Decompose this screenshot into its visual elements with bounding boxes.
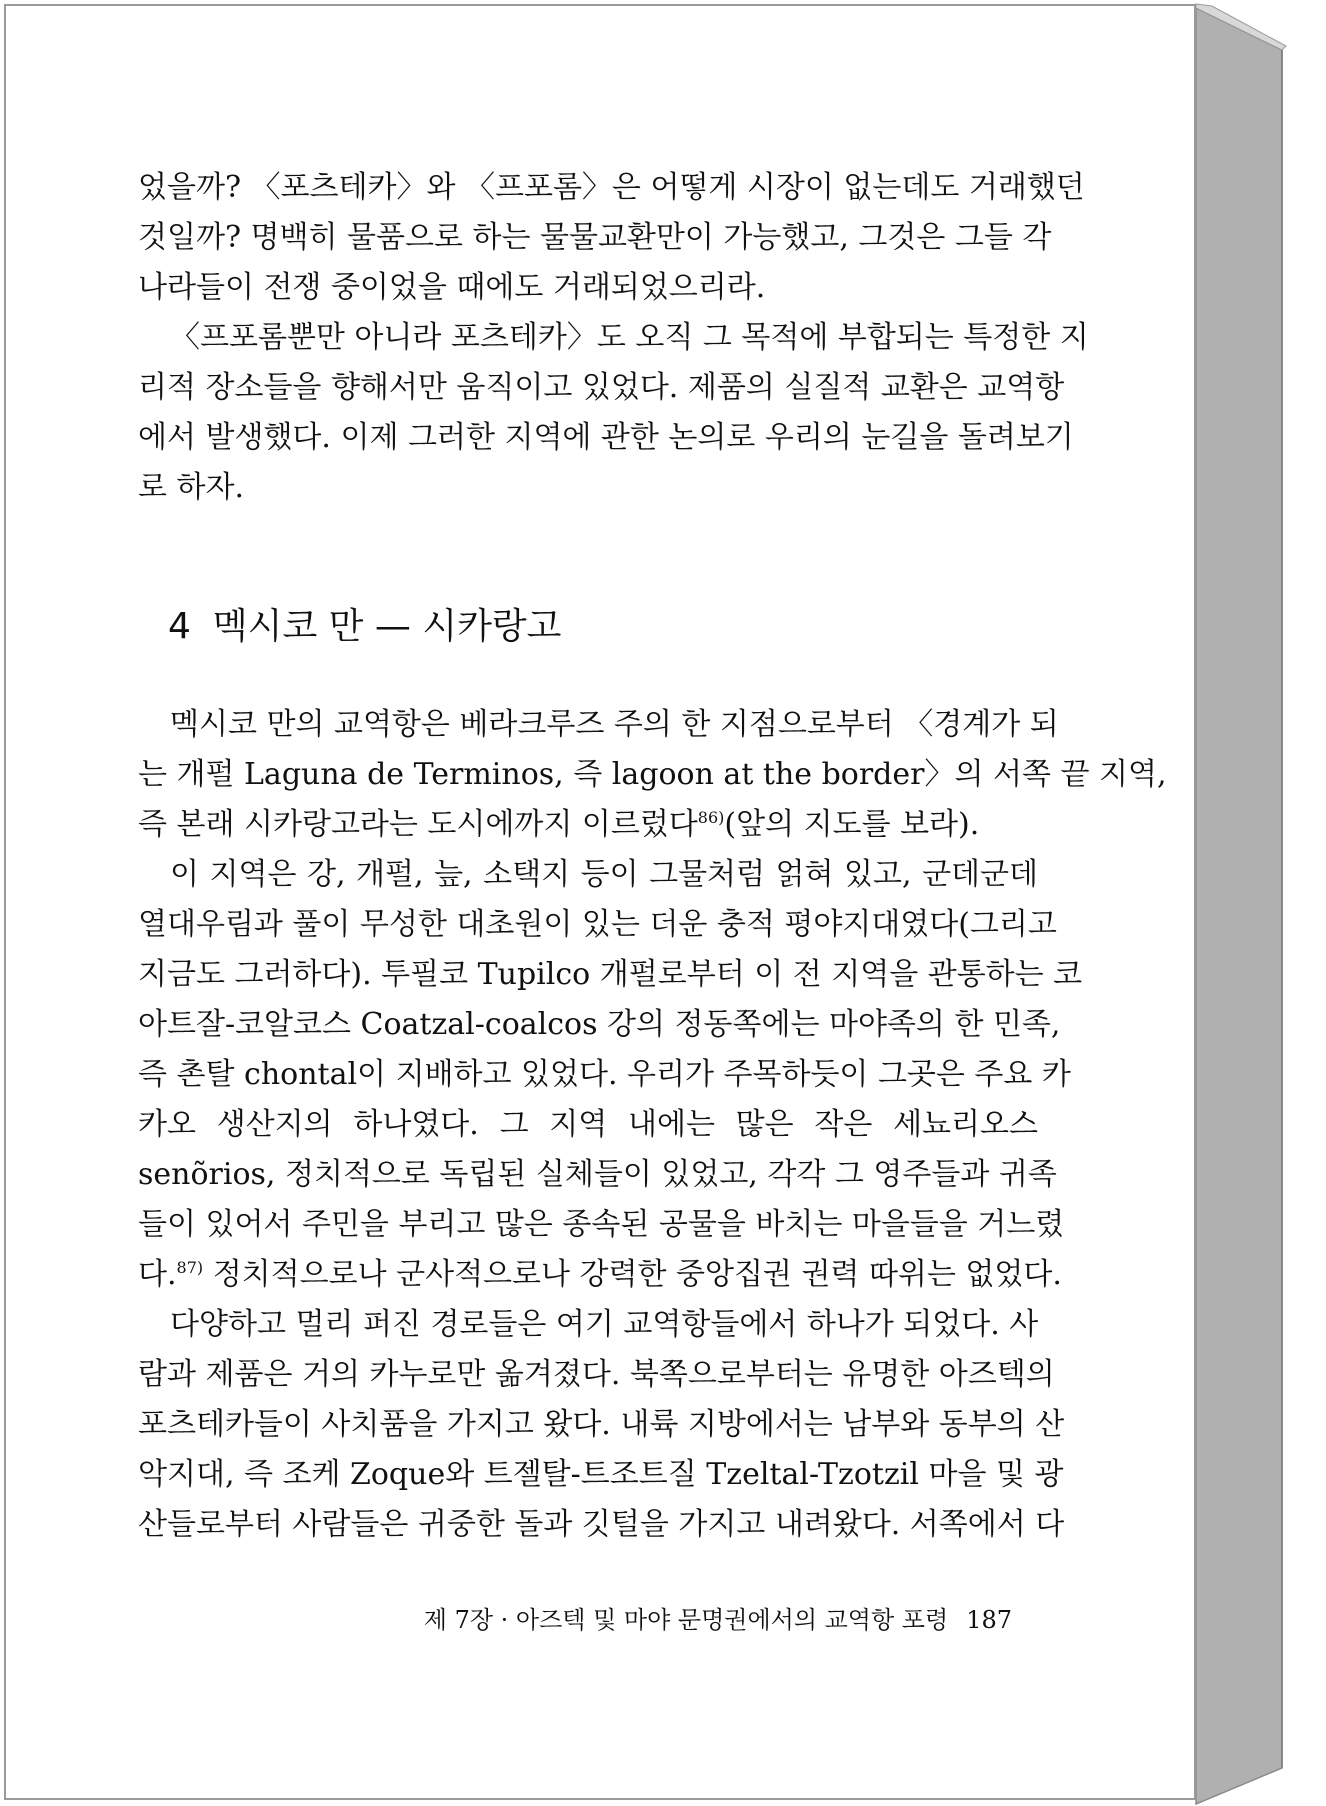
text-line: 었을까? 〈포츠테카〉와 〈프포롬〉은 어떻게 시장이 없는데도 거래했던 — [138, 170, 1085, 205]
text-line: 멕시코 만의 교역항은 베라크루즈 주의 한 지점으로부터 〈경계가 되 — [170, 707, 1059, 742]
text-run: 정치적으로나 군사적으로나 강력한 중앙집권 권력 따위는 없었다. — [212, 1257, 1062, 1292]
footnote-marker: 86) — [697, 808, 725, 827]
page-number: 187 — [966, 1606, 1012, 1634]
text-line: 열대우림과 풀이 무성한 대초원이 있는 더운 충적 평야지대였다(그리고 — [138, 907, 1057, 942]
text-line: 다양하고 멀리 퍼진 경로들은 여기 교역항들에서 하나가 되었다. 사 — [170, 1307, 1039, 1342]
text-line: 지금도 그러하다). 투필코 Tupilco 개펄로부터 이 전 지역을 관통하는 코 — [138, 957, 1083, 992]
text-line — [138, 800, 1038, 850]
text-run: 다. — [138, 1257, 177, 1292]
text-line: 카오 생산지의 하나였다. 그 지역 내에는 많은 작은 세뇨리오스 — [138, 1107, 1038, 1142]
text-line: 리적 장소들을 향해서만 움직이고 있었다. 제품의 실질적 교환은 교역항 — [138, 370, 1065, 405]
footnote-marker: 87) — [176, 1258, 204, 1277]
text-line: 것일까? 명백히 물품으로 하는 물물교환만이 가능했고, 그것은 그들 각 — [138, 220, 1052, 255]
text-line: 〈프포롬뿐만 아니라 포츠테카〉도 오직 그 목적에 부합되는 특정한 지 — [170, 320, 1089, 355]
text-line: 아트잘-코알코스 Coatzal-coalcos 강의 정동쪽에는 마야족의 한 민족, — [138, 1007, 1061, 1042]
text-line: 나라들이 전쟁 중이었을 때에도 거래되었으리라. — [138, 270, 766, 305]
text-line: 는 개펄 Laguna de Terminos, 즉 lagoon at the border〉의 서쪽 끝 지역, — [138, 757, 1167, 792]
text-line: senõrios, 정치적으로 독립된 실체들이 있었고, 각각 그 영주들과 귀족 — [138, 1157, 1057, 1192]
running-footer — [420, 1600, 1012, 1635]
text-line: 에서 발생했다. 이제 그러한 지역에 관한 논의로 우리의 눈길을 돌려보기 — [138, 420, 1074, 455]
text-run: (앞의 지도를 보라). — [724, 807, 980, 842]
section-number: 4 — [168, 606, 191, 647]
text-line: 로 하자. — [138, 470, 245, 505]
text-line: 들이 있어서 주민을 부리고 많은 종속된 공물을 바치는 마을들을 거느렸 — [138, 1207, 1065, 1242]
text-line: 악지대, 즉 조케 Zoque와 트젤탈-트조트질 Tzeltal-Tzotzil 마을 및 광 — [138, 1457, 1064, 1492]
section-title: 멕시코 만 — 시카랑고 — [212, 606, 562, 647]
text-line: 즉 촌탈 chontal이 지배하고 있었다. 우리가 주목하듯이 그곳은 주요 카 — [138, 1057, 1071, 1092]
section-heading — [168, 598, 561, 649]
text-line: 이 지역은 강, 개펄, 늪, 소택지 등이 그물처럼 얽혀 있고, 군데군데 — [170, 857, 1038, 892]
text-line: 포츠테카들이 사치품을 가지고 왔다. 내륙 지방에서는 남부와 동부의 산 — [138, 1407, 1065, 1442]
text-run: 즉 본래 시카랑고라는 도시에까지 이르렀다 — [138, 807, 698, 842]
page-edge-face — [1196, 8, 1282, 1804]
running-title: 제 7장 · 아즈텍 및 마야 문명권에서의 교역항 포령 — [423, 1606, 949, 1634]
text-line: 산들로부터 사람들은 귀중한 돌과 깃털을 가지고 내려왔다. 서쪽에서 다 — [138, 1507, 1065, 1542]
text-line: 람과 제품은 거의 카누로만 옮겨졌다. 북쪽으로부터는 유명한 아즈텍의 — [138, 1357, 1055, 1392]
text-line — [138, 1250, 1062, 1300]
